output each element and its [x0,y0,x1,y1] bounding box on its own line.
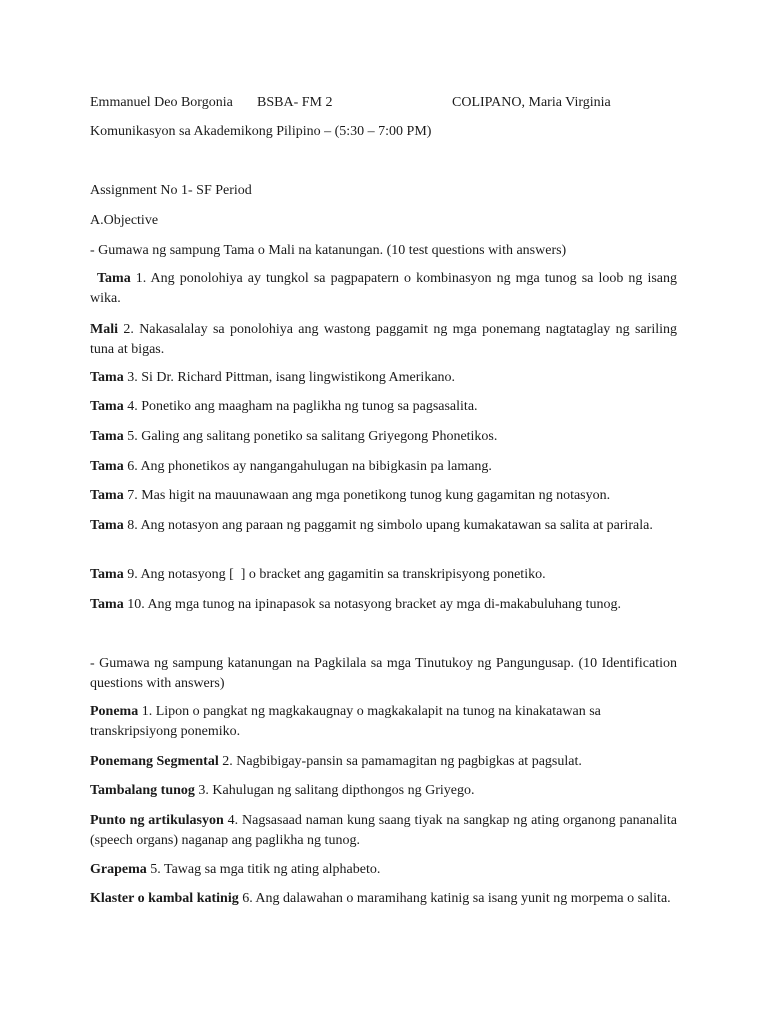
id-question: 5. Tawag sa mga titik ng ating alphabeto. [146,862,381,877]
tf-question: 1. Ang ponolohiya ay tungkol sa pagpapatern o kombinasyon ng mga tunog sa loob ng isang wika. [90,271,677,306]
id-item [90,702,650,741]
id-question: 2. Nagbibigay-pansin sa pamamagitan ng pagbigkas at pagsulat. [218,754,582,769]
tf-question: 8. Ang notasyon ang paraan ng paggamit ng simbolo upang kumakatawan sa salita at parirala. [123,518,653,533]
id-item [90,811,677,850]
tf-question: 7. Mas higit na mauunawaan ang mga ponetikong tunog kung gagamitan ng notasyon. [123,488,611,503]
tf-question: 4. Ponetiko ang maagham na paglikha ng tunog sa pagsasalita. [123,399,478,414]
id-question: 4. Nagsasaad naman kung saang tiyak na sangkap ng ating organong pananalita (speech organs) naganap ang paglikha ng tunog. [90,813,677,848]
instructor-name: COLIPANO, Maria Virginia [452,95,611,110]
tf-answer: Tama [90,518,124,533]
tf-answer: Tama [90,370,124,385]
id-item [90,889,677,909]
tf-question: 6. Ang phonetikos ay nangangahulugan na bibigkasin pa lamang. [123,459,492,474]
id-question: 6. Ang dalawahan o maramihang katinig sa isang yunit ng morpema o salita. [238,891,671,906]
id-item [90,781,677,801]
tf-answer: Tama [90,399,124,414]
id-question: 3. Kahulugan ng salitang dipthongos ng Griyego. [194,783,475,798]
id-answer: Ponemang Segmental [90,754,219,769]
student-name: Emmanuel Deo Borgonia [90,95,233,110]
assignment-title: Assignment No 1- SF Period [90,183,252,198]
tf-item [90,486,677,506]
tf-answer: Tama [90,459,124,474]
tf-item [90,427,677,447]
id-item [90,860,677,880]
id-answer: Klaster o kambal katinig [90,891,239,906]
tf-question: 5. Galing ang salitang ponetiko sa salitang Griyegong Phonetikos. [123,429,498,444]
tf-answer: Tama [90,429,124,444]
tf-question: 2. Nakasalalay sa ponolohiya ang wastong paggamit ng mga ponemang nagtataglay ng sariling tuna at bigas. [90,322,677,357]
tf-answer: Mali [90,322,118,337]
id-answer: Tambalang tunog [90,783,195,798]
header-line [90,93,677,113]
id-item [90,752,677,772]
tf-question: 9. Ang notasyong [ ] o bracket ang gagamitin sa transkripisyong ponetiko. [123,567,546,582]
tf-answer: Tama [90,567,124,582]
course-title: Komunikasyon sa Akademikong Pilipino – (5:30 – 7:00 PM) [90,124,432,139]
tf-item [90,457,677,477]
section-label: BSBA- FM 2 [257,95,333,110]
tf-item [90,565,677,585]
tf-question: 10. Ang mga tunog na ipinapasok sa notasyong bracket ay mga di-makabuluhang tunog. [123,597,622,612]
tf-answer: Tama [97,271,131,286]
id-answer: Punto ng artikulasyon [90,813,224,828]
tf-item [90,516,677,536]
true-false-instruction: - Gumawa ng sampung Tama o Mali na katanungan. (10 test questions with answers) [90,243,567,258]
tf-item [90,269,677,308]
part-a-heading: A.Objective [90,213,159,228]
id-question: 1. Lipon o pangkat ng magkakaugnay o magkakalapit na tunog na kinakatawan sa transkripsiyong ponemiko. [90,704,601,739]
identification-instruction: - Gumawa ng sampung katanungan na Pagkilala sa mga Tinutukoy ng Pangungusap. (10 Identification questions with answers) [90,656,677,691]
tf-question: 3. Si Dr. Richard Pittman, isang lingwistikong Amerikano. [123,370,456,385]
tf-item [90,595,677,615]
tf-item [90,368,677,388]
tf-answer: Tama [90,488,124,503]
id-answer: Ponema [90,704,139,719]
tf-answer: Tama [90,597,124,612]
tf-item [90,397,677,417]
id-answer: Grapema [90,862,147,877]
tf-item [90,320,677,359]
